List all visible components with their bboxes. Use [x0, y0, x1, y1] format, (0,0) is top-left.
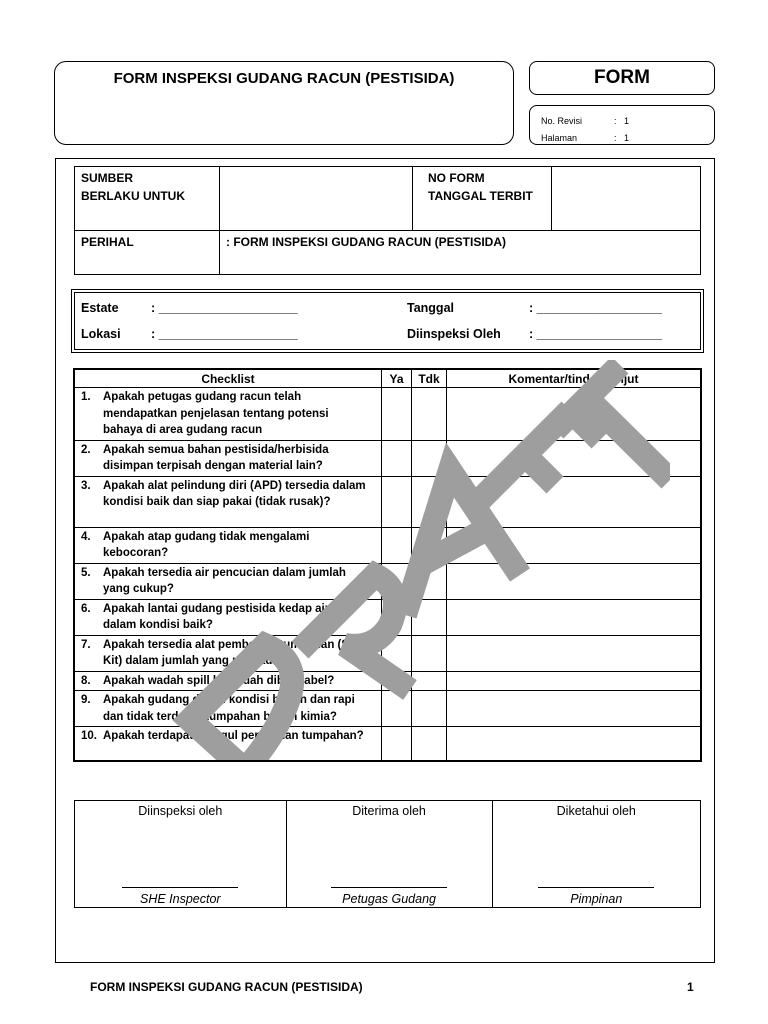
question-text: Apakah semua bahan pestisida/herbisida disimpan terpisah dengan material lain? — [103, 443, 329, 472]
komentar-cell[interactable] — [447, 727, 701, 761]
signature-role: SHE Inspector — [140, 892, 221, 906]
footer-title: FORM INSPEKSI GUDANG RACUN (PESTISIDA) — [90, 980, 363, 994]
question-text: Apakah alat pelindung diri (APD) tersedia dalam kondisi baik dan siap pakai (tidak rusak)? — [103, 479, 366, 508]
table-row — [75, 599, 701, 635]
signature-role: Pimpinan — [570, 892, 623, 906]
signature-cell-manager[interactable] — [492, 801, 700, 908]
footer-page-number: 1 — [687, 980, 694, 994]
question-number: 8. — [81, 674, 91, 687]
revision-label: No. Revisi — [541, 116, 583, 126]
checklist-question — [75, 440, 382, 476]
table-row — [75, 388, 701, 441]
info-value-left[interactable] — [220, 167, 413, 231]
estate-box — [74, 292, 701, 350]
komentar-cell[interactable] — [447, 527, 701, 563]
komentar-cell[interactable] — [447, 635, 701, 671]
tdk-cell[interactable] — [412, 388, 447, 441]
tanggal-field[interactable]: : __________________ — [529, 301, 662, 315]
diinspeksi-oleh-field[interactable]: : __________________ — [529, 327, 662, 341]
estate-label: Estate — [81, 301, 119, 315]
ya-cell[interactable] — [382, 388, 412, 441]
no-form-label: NO FORM — [428, 171, 485, 185]
info-cell-right — [413, 167, 552, 231]
checklist-question — [75, 599, 382, 635]
tdk-cell[interactable] — [412, 440, 447, 476]
checklist-header-row — [75, 370, 701, 388]
question-text: Apakah atap gudang tidak mengalami kebocoran? — [103, 530, 310, 559]
info-cell-left — [75, 167, 220, 231]
checklist-question — [75, 476, 382, 527]
tdk-cell[interactable] — [412, 599, 447, 635]
table-row — [75, 635, 701, 671]
ya-cell[interactable] — [382, 727, 412, 761]
question-text: Apakah tersedia alat pembersih tumpahan (Spill Kit) dalam jumlah yang memadai? — [103, 638, 366, 667]
ya-cell[interactable] — [382, 440, 412, 476]
signature-head: Diketahui oleh — [556, 804, 636, 818]
diinspeksi-oleh-label: Diinspeksi Oleh — [407, 327, 501, 341]
tdk-cell[interactable] — [412, 671, 447, 691]
estate-field[interactable]: : ____________________ — [151, 301, 298, 315]
komentar-cell[interactable] — [447, 599, 701, 635]
checklist-header: Checklist — [75, 370, 382, 388]
ya-cell[interactable] — [382, 691, 412, 727]
tdk-header: Tdk — [412, 370, 447, 388]
ya-header: Ya — [382, 370, 412, 388]
checklist-table — [74, 369, 701, 761]
tdk-cell[interactable] — [412, 727, 447, 761]
question-number: 3. — [81, 479, 91, 492]
ya-cell[interactable] — [382, 671, 412, 691]
tdk-cell[interactable] — [412, 563, 447, 599]
revision-box — [529, 105, 715, 145]
checklist-question — [75, 671, 382, 691]
question-number: 4. — [81, 530, 91, 543]
question-text: Apakah wadah spill kit sudah diberi label? — [103, 674, 335, 687]
komentar-header: Komentar/tindak lanjut — [447, 370, 701, 388]
question-number: 2. — [81, 443, 91, 456]
signature-head: Diinspeksi oleh — [138, 804, 223, 818]
question-text: Apakah terdapat tanggul pengaman tumpahan? — [103, 730, 364, 742]
page-value: 1 — [624, 133, 630, 143]
perihal-value: : FORM INSPEKSI GUDANG RACUN (PESTISIDA) — [220, 231, 701, 275]
revision-sep: : — [614, 116, 617, 126]
signature-table — [74, 800, 701, 908]
question-number: 10. — [81, 730, 97, 742]
tdk-cell[interactable] — [412, 691, 447, 727]
ya-cell[interactable] — [382, 476, 412, 527]
komentar-cell[interactable] — [447, 563, 701, 599]
form-label-box: FORM — [529, 61, 715, 95]
signature-cell-receiver[interactable] — [286, 801, 492, 908]
table-row — [75, 727, 701, 761]
question-number: 5. — [81, 566, 91, 579]
question-number: 1. — [81, 391, 91, 403]
question-text: Apakah lantai gudang pestisida kedap air dan dalam kondisi baik? — [103, 602, 353, 631]
tanggal-terbit-label: TANGGAL TERBIT — [428, 189, 533, 203]
signature-cell-inspector[interactable] — [75, 801, 287, 908]
question-text: Apakah petugas gudang racun telah mendapatkan penjelasan tentang potensi bahaya di area gudang racun — [103, 391, 329, 436]
info-value-right[interactable] — [552, 167, 701, 231]
lokasi-label: Lokasi — [81, 327, 121, 341]
ya-cell[interactable] — [382, 599, 412, 635]
tdk-cell[interactable] — [412, 635, 447, 671]
komentar-cell[interactable] — [447, 476, 701, 527]
perihal-label: PERIHAL — [75, 231, 220, 275]
tdk-cell[interactable] — [412, 527, 447, 563]
checklist-question — [75, 527, 382, 563]
signature-line — [538, 887, 654, 888]
question-number: 9. — [81, 694, 91, 706]
ya-cell[interactable] — [382, 527, 412, 563]
checklist-question — [75, 563, 382, 599]
komentar-cell[interactable] — [447, 671, 701, 691]
table-row — [75, 476, 701, 527]
komentar-cell[interactable] — [447, 388, 701, 441]
checklist-question — [75, 691, 382, 727]
question-number: 6. — [81, 602, 91, 615]
ya-cell[interactable] — [382, 563, 412, 599]
lokasi-field[interactable]: : ____________________ — [151, 327, 298, 341]
page-label: Halaman — [541, 133, 578, 143]
signature-line — [122, 887, 238, 888]
form-title-box — [54, 61, 514, 145]
ya-cell[interactable] — [382, 635, 412, 671]
question-text: Apakah tersedia air pencucian dalam jumlah yang cukup? — [103, 566, 346, 595]
revision-value: 1 — [624, 116, 630, 126]
komentar-cell[interactable] — [447, 691, 701, 727]
table-row — [75, 691, 701, 727]
table-row — [75, 440, 701, 476]
checklist-question — [75, 635, 382, 671]
question-text: Apakah gudang dalam kondisi bersih dan rapi dan tidak terdapat tumpahan bahan kimia? — [103, 694, 355, 723]
page-sep: : — [614, 133, 617, 143]
signature-head: Diterima oleh — [352, 804, 426, 818]
table-row — [75, 671, 701, 691]
table-row — [75, 563, 701, 599]
tanggal-label: Tanggal — [407, 301, 454, 315]
form-title: FORM INSPEKSI GUDANG RACUN (PESTISIDA) — [113, 70, 455, 87]
tdk-cell[interactable] — [412, 476, 447, 527]
signature-role: Petugas Gudang — [342, 892, 436, 906]
checklist-question — [75, 727, 382, 761]
signature-line — [331, 887, 447, 888]
info-table — [74, 166, 701, 275]
komentar-cell[interactable] — [447, 440, 701, 476]
question-number: 7. — [81, 638, 91, 651]
sumber-label: SUMBER — [81, 171, 134, 185]
checklist-question — [75, 388, 382, 441]
table-row — [75, 527, 701, 563]
berlaku-untuk-label: BERLAKU UNTUK — [81, 189, 185, 203]
